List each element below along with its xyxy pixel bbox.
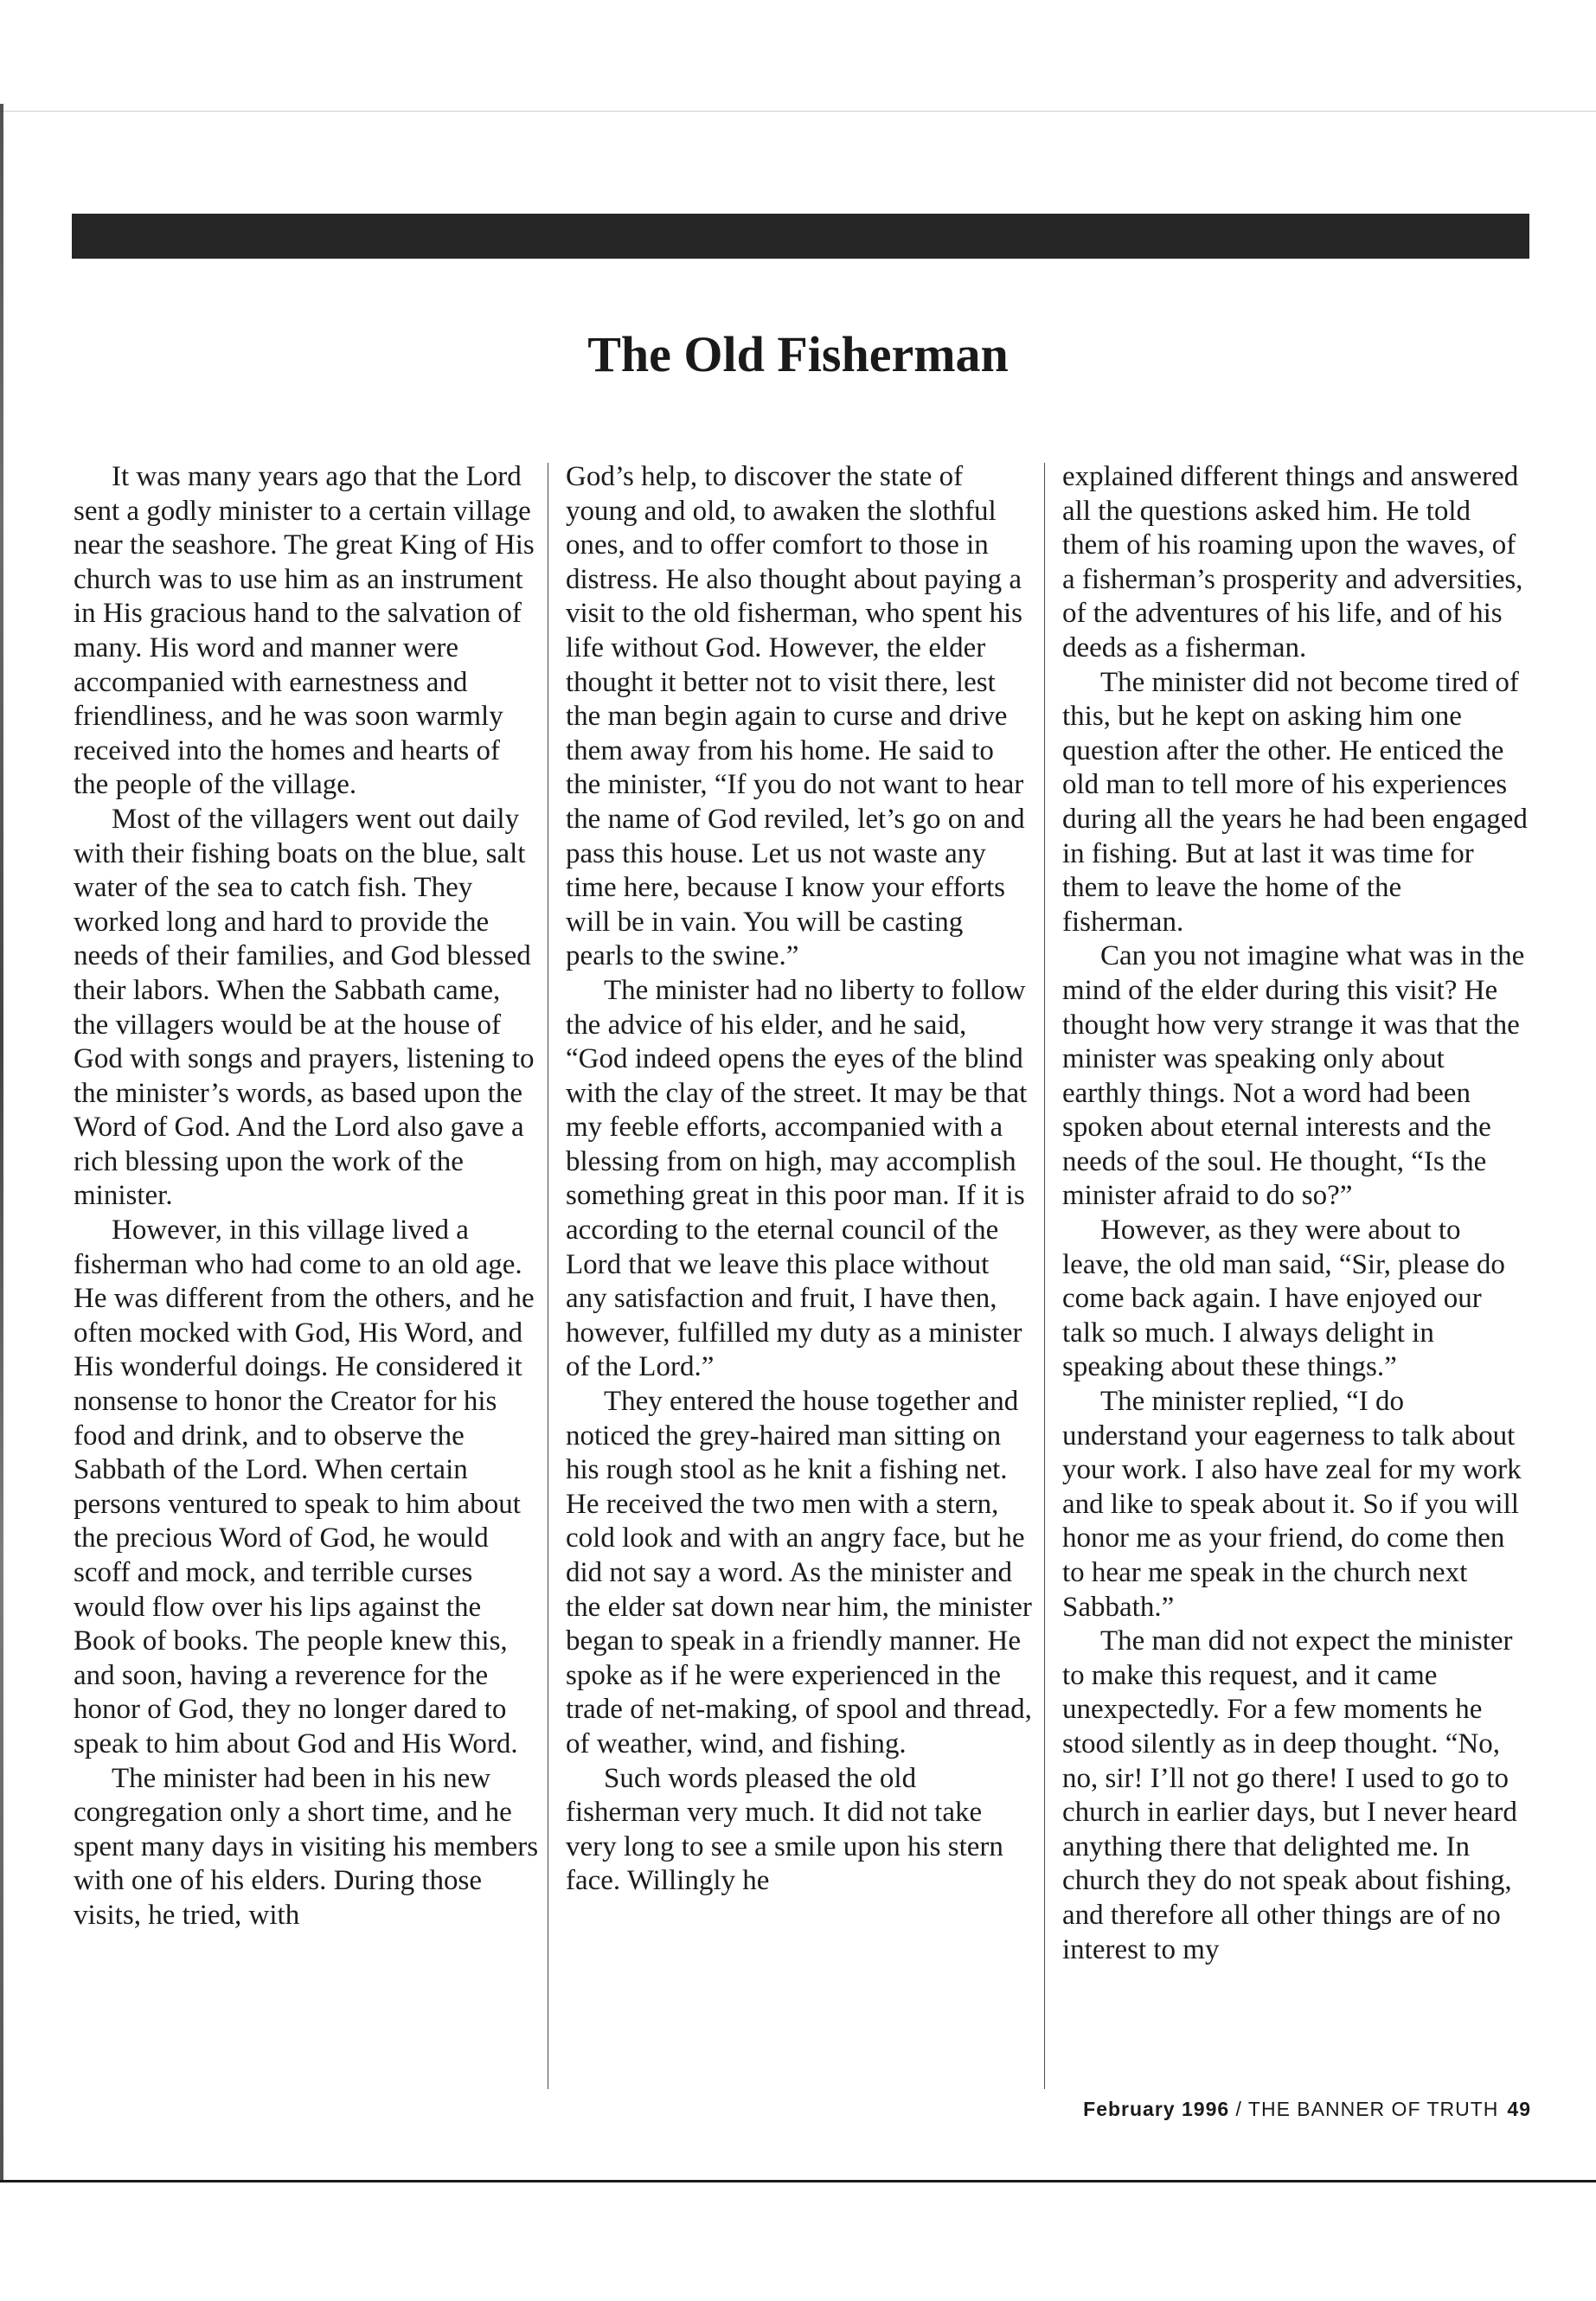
scan-bottom-line xyxy=(0,2180,1596,2182)
page-number: 49 xyxy=(1507,2098,1531,2120)
paragraph: Can you not imagine what was in the mind of the elder during this visit? He thought how very strange it was that the minister was speaking only about earthly things. Not a word had been spoken about eternal interests and the needs of the soul. He thought, “Is the minister afraid to do so?” xyxy=(1062,940,1525,1212)
page-footer xyxy=(865,2098,1531,2121)
footer-date: February 1996 xyxy=(1083,2098,1230,2120)
article-title: The Old Fisherman xyxy=(587,326,1009,382)
paragraph: However, as they were about to leave, the old man said, “Sir, please do come back again. I have enjoyed our talk so much. I always delight in speaking about these things.” xyxy=(1062,1215,1505,1383)
paragraph: Most of the villagers went out daily with their fishing boats on the blue, salt water of the sea to catch fish. They worked long and hard to provide the needs of their families, and God blessed their labors. When the Sabbath came, the villagers would be at the house of God with songs and prayers, listening to the minister’s words, as based upon the Word of God. And the Lord also gave a rich blessing upon the work of the minister. xyxy=(74,803,535,1212)
footer-publication: THE BANNER OF TRUTH xyxy=(1247,2098,1499,2120)
paragraph: It was many years ago that the Lord sent a godly minister to a certain village near the seashore. The great King of His church was to use him as an instrument in His gracious hand to the salvation of many. His word and manner were accompanied with earnestness and friendliness, and he was soon warmly received into the homes and hearts of the people of the village. xyxy=(74,461,535,801)
paragraph: The minister did not become tired of this, but he kept on asking him one question after the other. He enticed the old man to tell more of his experiences during all the years he had been engaged in fishing. But at last it was time for them to leave the home of the fisherman. xyxy=(1062,666,1528,938)
article-column-1 xyxy=(74,460,541,2086)
column-divider xyxy=(1044,463,1045,2089)
paragraph: Such words pleased the old fisherman very much. It did not take very long to see a smile upon his stern face. Willingly he xyxy=(566,1762,1003,1897)
paragraph: The minister had been in his new congregation only a short time, and he spent many days in visiting his members with one of his elders. During those visits, he tried, with xyxy=(74,1762,539,1931)
paragraph: However, in this village lived a fisherman who had come to an old age. He was different from the others, and he often mocked with God, His Word, and His wonderful doings. He considered it nonsense to honor the Creator for his food and drink, and to observe the Sabbath of the Lord. When certain persons ventured to speak to him about the precious Word of God, he would scoff and mock, and terrible curses would flow over his lips against the Book of books. The people knew this, and soon, having a reverence for the honor of God, they no longer dared to speak to him about God and His Word. xyxy=(74,1215,535,1759)
paragraph: The man did not expect the minister to make this request, and it came unexpectedly. For a few moments he stood silently as in deep thought. “No, no, sir! I’ll not go there! I used to go to church in earlier days, but I never heard anything there that delighted me. In church they do not speak about fishing, and therefore all other things are of no interest to my xyxy=(1062,1625,1517,1965)
article-column-3 xyxy=(1062,460,1529,2086)
footer-separator: / xyxy=(1229,2098,1248,2120)
paragraph: They entered the house together and noticed the grey-haired man sitting on his rough stool as he knit a fishing net. He received the two men with a stern, cold look and with an angry face, but he did not say a word. As the minister and the elder sat down near him, the minister began to speak in a friendly manner. He spoke as if he were experienced in the trade of net-making, of spool and thread, of weather, wind, and fishing. xyxy=(566,1386,1032,1759)
scan-left-shadow xyxy=(0,104,3,2180)
scan-edge-line xyxy=(0,111,1596,112)
paragraph: God’s help, to discover the state of young and old, to awaken the slothful ones, and to offer comfort to those in distress. He also thought about paying a visit to the old fisherman, who spent his life without God. However, the elder thought it better not to visit there, lest the man begin again to curse and drive them away from his home. He said to the minister, “If you do not want to hear the name of God reviled, let’s go on and pass this house. Let us not waste any time here, because I know your efforts will be in vain. You will be casting pearls to the swine.” xyxy=(566,461,1025,972)
paragraph: The minister had no liberty to follow the advice of his elder, and he said, “God indeed opens the eyes of the blind with the clay of the street. It may be that my feeble efforts, accompanied with a blessing from on high, may accomplish something great in this poor man. If it is according to the eternal council of the Lord that we leave this place without any satisfaction and fruit, I have then, however, fulfilled my duty as a minister of the Lord.” xyxy=(566,974,1028,1383)
article-column-2 xyxy=(566,460,1033,2086)
header-bar xyxy=(72,214,1529,259)
paragraph: The minister replied, “I do understand your eagerness to talk about your work. I also have zeal for my work and like to speak about it. So if you will honor me as your friend, do come then to hear me speak in the church next Sabbath.” xyxy=(1062,1386,1522,1623)
paragraph: explained different things and answered all the questions asked him. He told them of his roaming upon the waves, of a fisherman’s prosperity and adversities, of the adventures of his life, and of his deeds as a fisherman. xyxy=(1062,461,1523,663)
